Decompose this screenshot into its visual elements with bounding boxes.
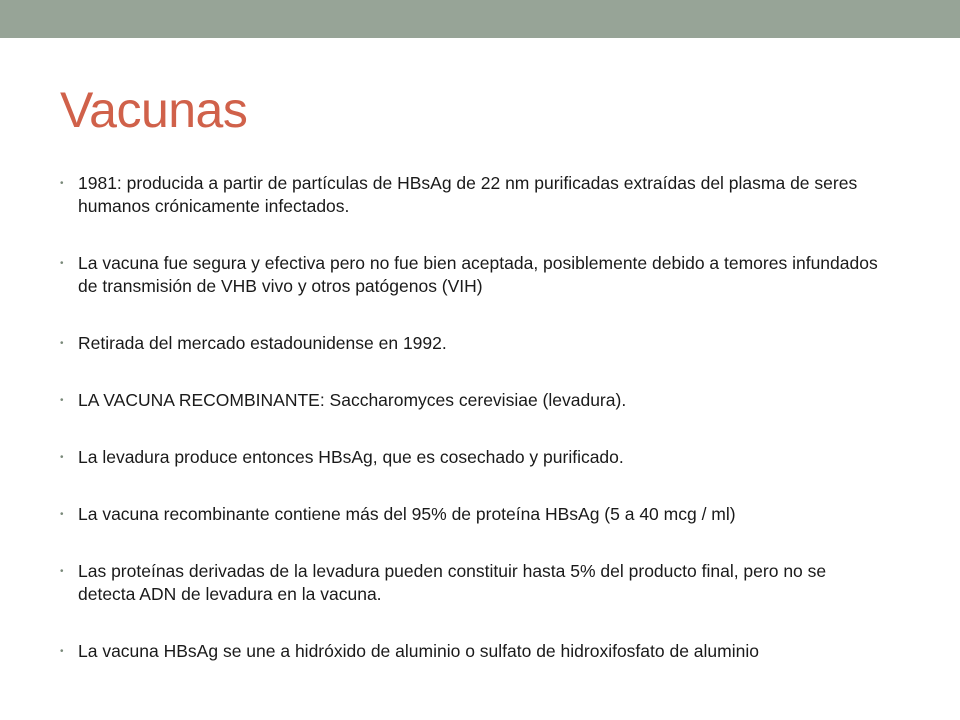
top-accent-bar: [0, 0, 960, 38]
bullet-item: [60, 640, 880, 663]
bullet-item: [60, 446, 880, 469]
bullet-icon: •: [60, 338, 64, 349]
slide-title: Vacunas: [60, 82, 248, 138]
bullet-icon: •: [60, 258, 64, 269]
bullet-icon: •: [60, 646, 64, 657]
bullet-icon: •: [60, 452, 64, 463]
bullet-item: [60, 503, 880, 526]
bullet-icon: •: [60, 509, 64, 520]
bullet-icon: •: [60, 566, 64, 577]
bullet-text: Las proteínas derivadas de la levadura pueden constituir hasta 5% del producto final, pero no se detecta ADN de levadura en la vacuna.: [78, 561, 827, 604]
bullet-item: [60, 560, 880, 606]
bullet-text: La vacuna recombinante contiene más del 95% de proteína HBsAg (5 a 40 mcg / ml): [78, 504, 736, 524]
bullet-item: [60, 389, 880, 412]
bullet-text: La vacuna fue segura y efectiva pero no fue bien aceptada, posiblemente debido a temores infundados de transmisión de VHB vivo y otros patógenos (VIH): [78, 253, 878, 296]
bullet-text: La levadura produce entonces HBsAg, que es cosechado y purificado.: [78, 447, 624, 467]
bullet-text: Retirada del mercado estadounidense en 1992.: [78, 333, 447, 353]
bullet-text: 1981: producida a partir de partículas de HBsAg de 22 nm purificadas extraídas del plasma de seres humanos crónicamente infectados.: [78, 173, 858, 216]
bullet-item: [60, 172, 880, 218]
bullet-item: [60, 332, 880, 355]
bullet-text: LA VACUNA RECOMBINANTE: Saccharomyces cerevisiae (levadura).: [78, 390, 627, 410]
bullet-text: La vacuna HBsAg se une a hidróxido de aluminio o sulfato de hidroxifosfato de aluminio: [78, 641, 759, 661]
bullet-icon: •: [60, 178, 64, 189]
bullet-icon: •: [60, 395, 64, 406]
bullet-list: [60, 172, 880, 663]
bullet-item: [60, 252, 880, 298]
